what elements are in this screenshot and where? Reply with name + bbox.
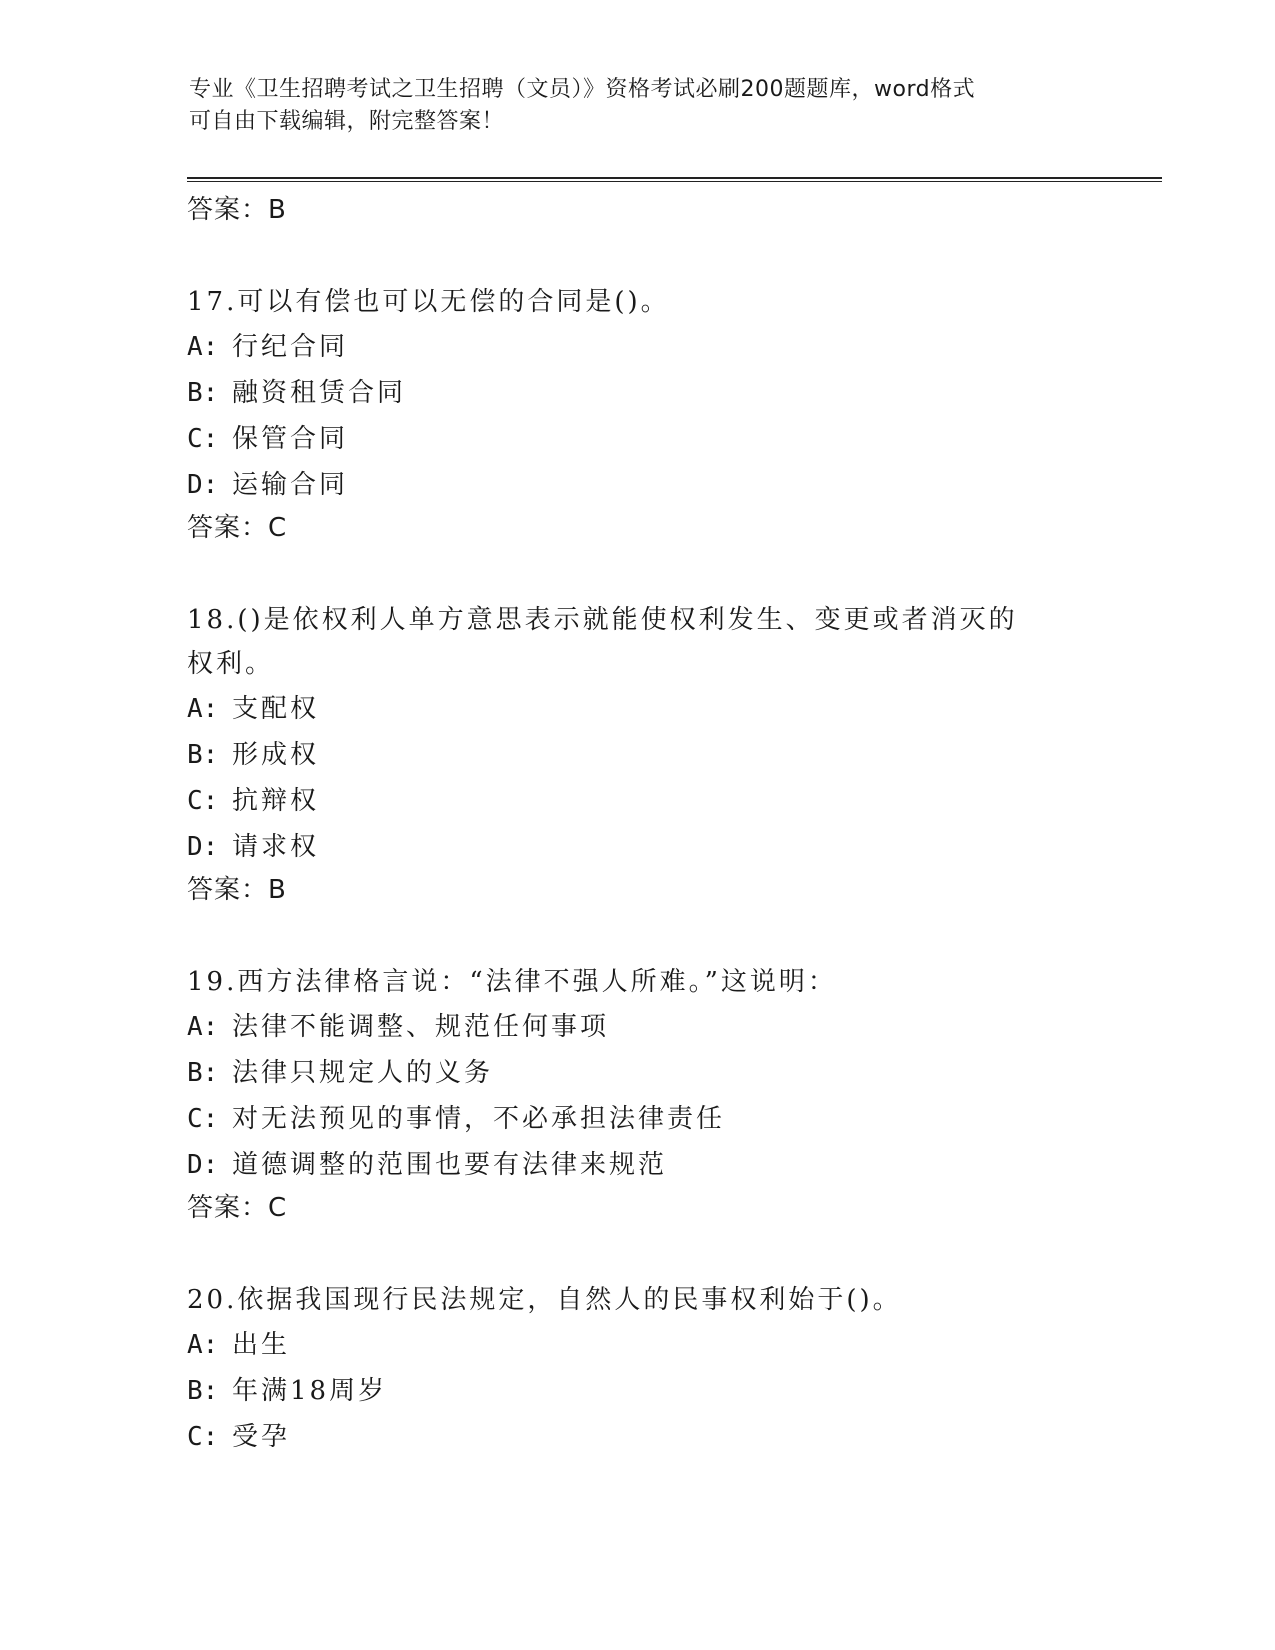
option-text: 形成权 (232, 740, 320, 770)
question-17 (187, 280, 1087, 548)
question-list (187, 190, 1087, 1460)
option-text: 行纪合同 (232, 332, 349, 362)
option-text: 融资租赁合同 (232, 378, 407, 408)
option-text: 运输合同 (232, 470, 349, 500)
header-divider (187, 177, 1162, 182)
option-letter: A: (187, 1012, 219, 1042)
option-text: 抗辩权 (232, 786, 320, 816)
option-d (187, 824, 1087, 870)
answer-line: 答案：C (187, 513, 288, 543)
option-letter: C: (187, 1422, 219, 1452)
answer-line: 答案：B (187, 875, 287, 905)
option-letter: B: (187, 1058, 219, 1088)
option-letter: D: (187, 832, 219, 862)
option-c (187, 416, 1087, 462)
option-a (187, 324, 1087, 370)
question-20 (187, 1278, 1087, 1460)
option-b (187, 1050, 1087, 1096)
option-letter: A: (187, 1330, 219, 1360)
option-letter: B: (187, 378, 219, 408)
question-stem: 18.()是依权利人单方意思表示就能使权利发生、变更或者消灭的权利。 (187, 605, 1018, 679)
option-d (187, 1142, 1087, 1188)
option-d (187, 462, 1087, 508)
option-text: 出生 (232, 1330, 291, 1360)
option-letter: A: (187, 694, 219, 724)
option-text: 对无法预见的事情，不必承担法律责任 (232, 1104, 726, 1134)
option-text: 支配权 (232, 694, 320, 724)
option-b (187, 732, 1087, 778)
header-line-1: 专业《卫生招聘考试之卫生招聘（文员）》资格考试必刷200题题库，word格式 (189, 77, 976, 102)
option-a (187, 686, 1087, 732)
option-c (187, 1096, 1087, 1142)
option-text: 请求权 (232, 832, 320, 862)
answer-line: 答案：C (187, 1193, 288, 1223)
option-b (187, 370, 1087, 416)
option-letter: A: (187, 332, 219, 362)
page-header (189, 74, 1089, 138)
option-text: 年满18周岁 (232, 1376, 388, 1406)
previous-answer: 答案：B (187, 195, 287, 225)
option-a (187, 1004, 1087, 1050)
option-letter: B: (187, 740, 219, 770)
option-letter: C: (187, 424, 219, 454)
option-text: 法律只规定人的义务 (232, 1058, 494, 1088)
header-line-2: 可自由下载编辑，附完整答案！ (189, 109, 505, 134)
option-letter: D: (187, 470, 219, 500)
option-b (187, 1368, 1087, 1414)
question-stem: 20.依据我国现行民法规定，自然人的民事权利始于()。 (187, 1285, 902, 1315)
option-letter: C: (187, 1104, 219, 1134)
option-a (187, 1322, 1087, 1368)
option-letter: B: (187, 1376, 219, 1406)
question-stem: 17.可以有偿也可以无偿的合同是()。 (187, 287, 670, 317)
option-letter: C: (187, 786, 219, 816)
option-letter: D: (187, 1150, 219, 1180)
option-text: 保管合同 (232, 424, 349, 454)
question-19 (187, 960, 1087, 1228)
option-text: 受孕 (232, 1422, 291, 1452)
option-text: 法律不能调整、规范任何事项 (232, 1012, 610, 1042)
question-stem: 19.西方法律格言说：“法律不强人所难。”这说明： (187, 967, 837, 997)
option-c (187, 778, 1087, 824)
question-18 (187, 598, 1087, 910)
option-text: 道德调整的范围也要有法律来规范 (232, 1150, 668, 1180)
option-c (187, 1414, 1087, 1460)
